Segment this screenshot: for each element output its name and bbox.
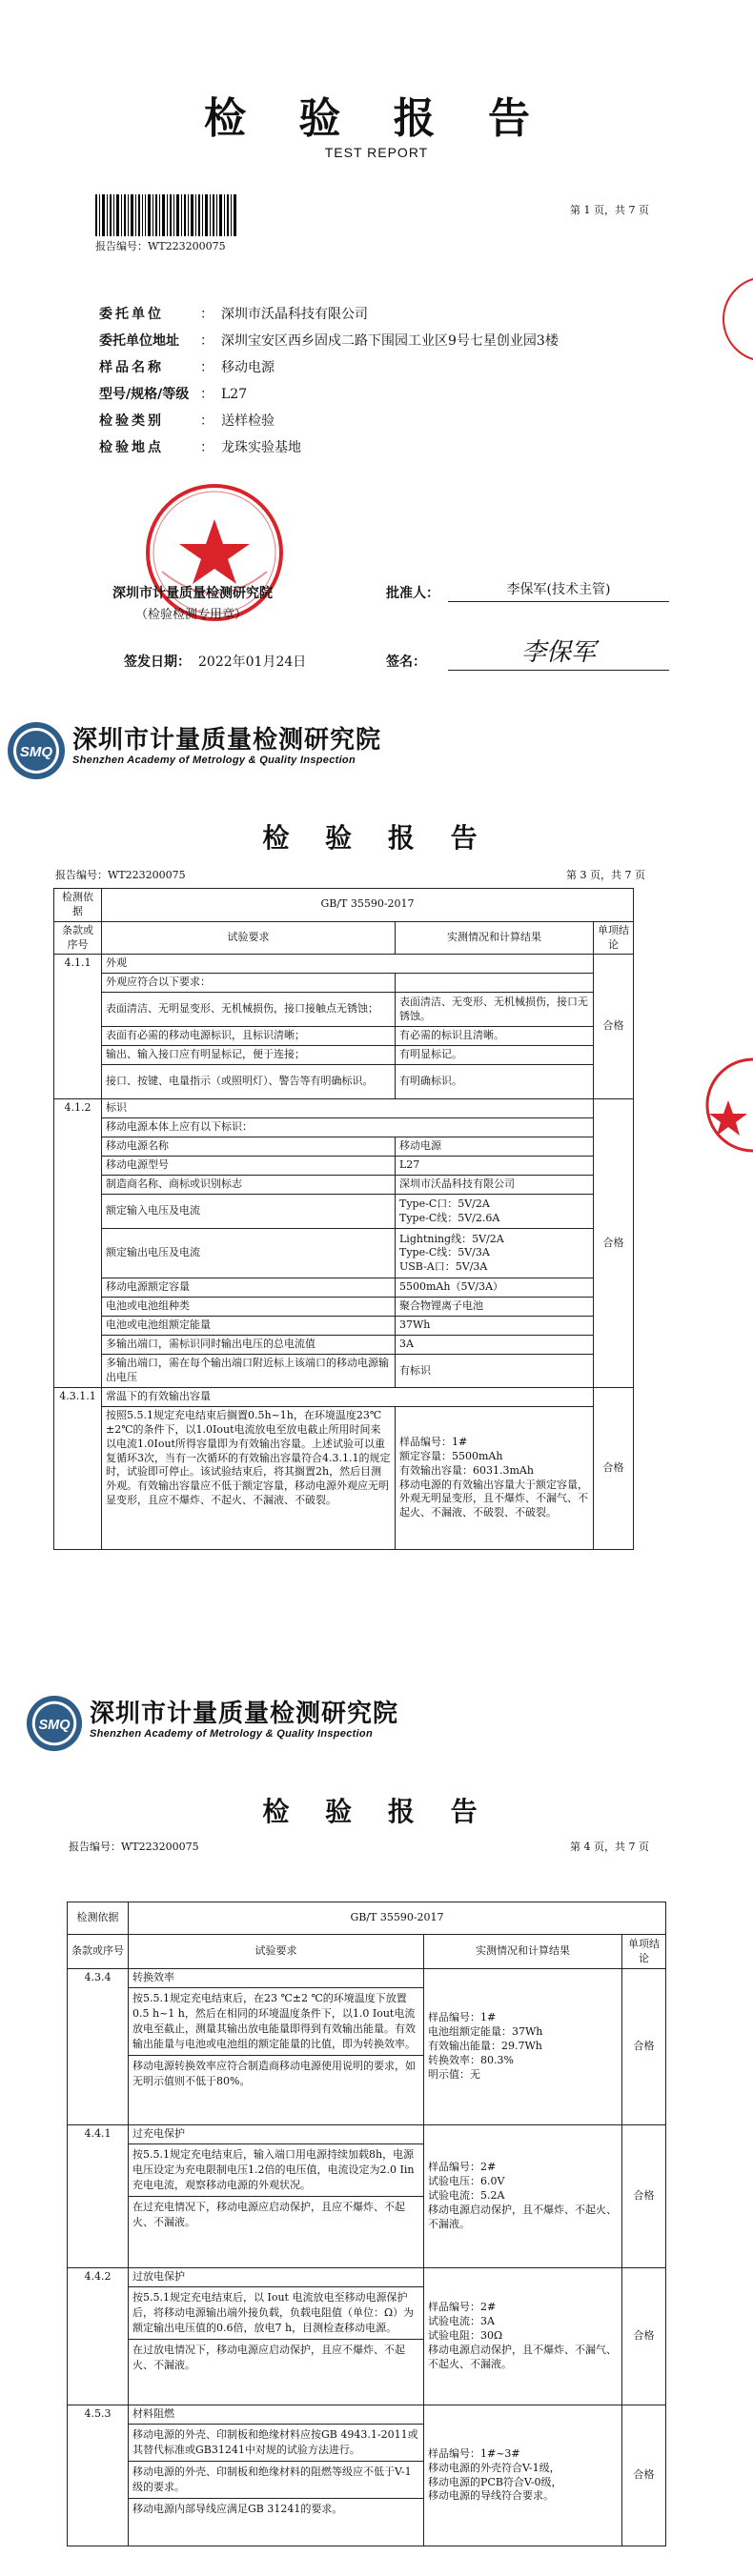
- field-client: 委托单位 ： 深圳市沃晶科技有限公司: [99, 303, 368, 326]
- handwritten-signature: 李保军: [448, 634, 669, 671]
- requirement-cell: [129, 2425, 424, 2546]
- table-row: [54, 889, 634, 922]
- col-clause: 条款或序号: [54, 921, 102, 955]
- table-row: [68, 1969, 666, 1988]
- result-cell: 有必需的标识且清晰。: [396, 1027, 594, 1046]
- table-row: [68, 2405, 666, 2425]
- requirement-text: 移动电源的外壳、印制板和绝缘材料的阻燃等级应不低于V-1级的要求。: [129, 2461, 423, 2498]
- result-cell: 样品编号：2# 试验电压：6.0V 试验电流：5.2A 移动电源启动保护，且不爆炸、不起火、不漏液。: [424, 2125, 622, 2268]
- table-row: [54, 1176, 634, 1195]
- col-result: 实测情况和计算结果: [424, 1935, 622, 1969]
- requirement-cell: 移动电源型号: [102, 1157, 396, 1176]
- requirement-cell: [129, 2287, 424, 2405]
- section-title: 标识: [102, 1099, 594, 1118]
- result-cell: 表面清洁、无变形、无机械损伤，接口无锈蚀。: [396, 993, 594, 1027]
- official-seal-icon: [143, 481, 286, 624]
- section-title: 外观: [102, 955, 594, 974]
- col-clause: 条款或序号: [68, 1935, 129, 1969]
- field-sample-name: 样品名称 ： 移动电源: [99, 356, 275, 379]
- cover-page-label: 第 1 页，共 7 页: [570, 204, 649, 216]
- approver-label: 批准人：: [386, 586, 439, 601]
- table-row: [54, 993, 634, 1027]
- page3-report-number: 报告编号：WT223200075: [55, 869, 186, 881]
- result-cell: Type-C口：5V/2A Type-C线：5V/2.6A: [396, 1195, 594, 1229]
- conclusion: 合格: [594, 1388, 634, 1550]
- issue-date-value: 2022年01月24日: [198, 654, 307, 670]
- requirement-cell: 移动电源名称: [102, 1137, 396, 1157]
- basis-label: 检测依据: [68, 1902, 129, 1935]
- clause-number: 4.1.1: [54, 955, 102, 1099]
- result-cell: 有标识: [396, 1355, 594, 1388]
- table-row: [54, 1118, 634, 1137]
- result-cell: 5500mAh（5V/3A）: [396, 1278, 594, 1298]
- clause-number: 4.1.2: [54, 1099, 102, 1388]
- result-cell: L27: [396, 1157, 594, 1176]
- institute-brand-cn: 深圳市计量质量检测研究院: [72, 726, 382, 755]
- section-title: 过充电保护: [129, 2125, 424, 2144]
- table-row: [68, 1902, 666, 1935]
- basis-value: GB/T 35590-2017: [129, 1902, 666, 1935]
- field-label: 检验地点: [99, 440, 164, 455]
- result-cell: 有明确标识。: [396, 1065, 594, 1099]
- clause-number: 4.4.1: [68, 2125, 129, 2268]
- result-cell: 样品编号：1#~3# 移动电源的外壳符合V-1级， 移动电源的PCB符合V-0级， 移动电源的导线符合要求。: [424, 2405, 622, 2546]
- requirement-cell: 表面有必需的移动电源标识，且标识清晰；: [102, 1027, 396, 1046]
- table-row: [54, 974, 634, 993]
- cover-title: 检 验 报 告: [204, 94, 549, 143]
- result-cell: 37Wh: [396, 1317, 594, 1336]
- requirement-cell: 多输出端口，需标识同时输出电压的总电流值: [102, 1336, 396, 1355]
- table-row: [54, 955, 634, 974]
- field-model: 型号/规格/等级 ： L27: [99, 383, 247, 406]
- requirement-text: 移动电源内部导线应满足GB 31241的要求。: [129, 2498, 423, 2520]
- requirement-text: 在过充电情况下，移动电源应启动保护，且应不爆炸、不起火、不漏液。: [129, 2196, 423, 2233]
- requirement-cell: 移动电源额定容量: [102, 1278, 396, 1298]
- table-row: [68, 2268, 666, 2287]
- requirement-cell: 接口、按键、电量指示（或照明灯）、警告等有明确标识。: [102, 1065, 396, 1099]
- result-cell: 深圳市沃晶科技有限公司: [396, 1176, 594, 1195]
- table-row: [54, 1317, 634, 1336]
- table-row: [54, 1407, 634, 1550]
- conclusion: 合格: [622, 1969, 666, 2125]
- basis-label: 检测依据: [54, 889, 102, 922]
- barcode-icon: [95, 194, 238, 236]
- col-conclusion: 单项结论: [594, 921, 634, 955]
- table-row: [54, 1137, 634, 1157]
- result-cell: 聚合物锂离子电池: [396, 1298, 594, 1317]
- page4-report-number: 报告编号：WT223200075: [69, 1841, 199, 1853]
- cover-report-number: 报告编号：WT223200075: [95, 240, 226, 252]
- table-row: [54, 1157, 634, 1176]
- field-label: 检验类别: [99, 413, 164, 429]
- conclusion: 合格: [622, 2268, 666, 2405]
- field-label: 委托单位: [99, 307, 164, 322]
- requirement-cell: [129, 1988, 424, 2125]
- table-row: [54, 1099, 634, 1118]
- table-row: [54, 1065, 634, 1099]
- field-value: 深圳宝安区西乡固戍二路下围园工业区9号七星创业园3楼: [221, 333, 559, 349]
- page3-results-table: [53, 888, 634, 1550]
- requirement-text: 按5.5.1规定充电结束后，在23 ℃±2 ℃的环境温度下放置0.5 h~1 h，然后在相同的环境温度条件下，以1.0 Iout电流放电至截止，测量其输出放电能量即得到有效输出能量。有效输出能量与电池或电池组的额定能量的比值，即为转换效率。: [132, 1992, 416, 2050]
- result-cell: 样品编号：1# 电池组额定能量：37Wh 有效输出能量：29.7Wh 转换效率：80.3% 明示值：无: [424, 1969, 622, 2125]
- clause-number: 4.3.4: [68, 1969, 129, 2125]
- result-cell: 移动电源: [396, 1137, 594, 1157]
- table-row: [54, 1388, 634, 1407]
- field-value: 深圳市沃晶科技有限公司: [221, 307, 368, 322]
- col-requirement: 试验要求: [129, 1935, 424, 1969]
- smq-logo-icon: [6, 720, 67, 781]
- sign-label: 签名：: [386, 654, 426, 670]
- requirement-text: 按5.5.1规定充电结束后，输入端口用电源持续加载8h，电源电压设定为充电限制电压1.2倍的电压值，电流设定为2.0 Iin充电电流，观察移动电源的外观状况。: [132, 2148, 415, 2191]
- issue-date-label: 签发日期：: [124, 654, 191, 670]
- page4-title: 检 验 报 告: [262, 1796, 491, 1827]
- page4-results-table: [67, 1902, 666, 2546]
- conclusion: 合格: [594, 955, 634, 1099]
- requirement-text: 移动电源转换效率应符合制造商移动电源使用说明的要求，如无明示值则不低于80%。: [129, 2055, 423, 2092]
- result-cell: Lightning线：5V/2A Type-C线：5V/3A USB-A口：5V/3A: [396, 1229, 594, 1278]
- institute-brand-en: Shenzhen Academy of Metrology & Quality Inspection: [72, 755, 356, 766]
- svg-text:SMQ: SMQ: [38, 1717, 71, 1733]
- table-row: [54, 1195, 634, 1229]
- section-intro: 移动电源本体上应有以下标识：: [102, 1118, 594, 1137]
- col-result: 实测情况和计算结果: [396, 921, 594, 955]
- page3-title: 检 验 报 告: [262, 822, 491, 854]
- requirement-cell: 电池或电池组额定能量: [102, 1317, 396, 1336]
- table-header-row: [54, 921, 634, 955]
- field-value: L27: [221, 387, 248, 402]
- result-cell: 3A: [396, 1336, 594, 1355]
- section-title: 材料阻燃: [129, 2405, 424, 2425]
- conclusion: 合格: [622, 2405, 666, 2546]
- field-value: 移动电源: [221, 360, 275, 375]
- col-conclusion: 单项结论: [622, 1935, 666, 1969]
- conclusion: 合格: [594, 1099, 634, 1388]
- section-title: 过放电保护: [129, 2268, 424, 2287]
- partial-seal-stamp: [703, 1034, 753, 1177]
- requirement-cell: 额定输出电压及电流: [102, 1229, 396, 1278]
- result-cell: [396, 974, 594, 993]
- requirement-cell: 输出、输入接口应有明显标记，便于连接；: [102, 1046, 396, 1065]
- cover-subtitle: TEST REPORT: [324, 145, 429, 160]
- clause-number: 4.4.2: [68, 2268, 129, 2405]
- smq-logo-icon: [25, 1694, 84, 1753]
- institute-seal-note: （检验检测专用章）: [135, 608, 248, 622]
- result-cell: 样品编号：1# 额定容量：5500mAh 有效输出容量：6031.3mAh 移动电源的有效输出容量大于额定容量，外观无明显变形，且不爆炸、不漏气、不起火、不漏液、不破裂、不破裂。: [396, 1407, 594, 1550]
- requirement-cell: 按照5.5.1规定充电结束后搁置0.5h~1h，在环境温度23℃±2℃的条件下，以1.0Iout电流放电至放电截止所用时间来以电流1.0Iout所得容量即为有效输出容量。上述试验可以重复循环3次，当有一次循环的有效输出容量符合4.3.1.1的规定时，试验即可停止。该试验结束后，将其搁置2h，然后目测外观。有效输出容量应不低于额定容量，移动电源外观应无明显变形，且应不爆炸、不起火、不漏液、不破裂。: [102, 1407, 396, 1550]
- conclusion: 合格: [622, 2125, 666, 2268]
- clause-number: 4.3.1.1: [54, 1388, 102, 1550]
- approver-value: 李保军(技术主管): [448, 577, 669, 602]
- result-cell: 有明显标记。: [396, 1046, 594, 1065]
- page4-page-label: 第 4 页，共 7 页: [570, 1841, 649, 1853]
- clause-number: 4.5.3: [68, 2405, 129, 2546]
- table-row: [68, 2125, 666, 2144]
- field-value: 送样检验: [221, 413, 275, 429]
- institute-brand-en: Shenzhen Academy of Metrology & Quality Inspection: [90, 1728, 373, 1740]
- requirement-cell: 额定输入电压及电流: [102, 1195, 396, 1229]
- requirement-cell: [129, 2144, 424, 2268]
- requirement-cell: 表面清洁、无明显变形、无机械损伤，接口接触点无锈蚀；: [102, 993, 396, 1027]
- field-value: 龙珠实验基地: [221, 440, 301, 455]
- section-title: 转换效率: [129, 1969, 424, 1988]
- table-row: [54, 1229, 634, 1278]
- basis-value: GB/T 35590-2017: [102, 889, 634, 922]
- section-title: 常温下的有效输出容量: [102, 1388, 594, 1407]
- requirement-cell: 电池或电池组种类: [102, 1298, 396, 1317]
- requirement-cell: 多输出端口，需在每个输出端口附近标上该端口的移动电源输出电压: [102, 1355, 396, 1388]
- svg-text:SMQ: SMQ: [19, 744, 53, 760]
- table-row: [54, 1298, 634, 1317]
- table-row: [54, 1046, 634, 1065]
- field-label: 样品名称: [99, 360, 164, 375]
- requirement-text: 按5.5.1规定充电结束后，以 Iout 电流放电至移动电源保护后，将移动电源输出端外接负载，负载电阻值（单位：Ω）为额定输出电压值的0.6倍，放电7 h，目测检查移动电源。: [132, 2291, 415, 2334]
- institute-brand-cn: 深圳市计量质量检测研究院: [90, 1700, 399, 1728]
- table-row: [54, 1336, 634, 1355]
- col-requirement: 试验要求: [102, 921, 396, 955]
- field-label: 委托单位地址: [99, 333, 179, 349]
- institute-name: 深圳市计量质量检测研究院: [112, 586, 273, 601]
- table-row: [54, 1355, 634, 1388]
- requirement-cell: 外观应符合以下要求：: [102, 974, 396, 993]
- partial-seal-stamp: [722, 276, 753, 362]
- result-cell: 样品编号：2# 试验电流：3A 试验电阻：30Ω 移动电源启动保护，且不爆炸、不漏气、不起火、不漏液。: [424, 2268, 622, 2405]
- table-row: [54, 1278, 634, 1298]
- requirement-cell: 制造商名称、商标或识别标志: [102, 1176, 396, 1195]
- page3-page-label: 第 3 页，共 7 页: [566, 869, 645, 881]
- field-test-type: 检验类别 ： 送样检验: [99, 410, 275, 433]
- requirement-text: 移动电源的外壳、印制板和绝缘材料应按GB 4943.1-2011或其替代标准或GB31241中对规的试验方法进行。: [132, 2428, 418, 2456]
- field-client-address: 委托单位地址 ： 深圳宝安区西乡固戍二路下围园工业区9号七星创业园3楼: [99, 330, 559, 352]
- requirement-text: 在过放电情况下，移动电源应启动保护，且应不爆炸、不起火、不漏液。: [129, 2339, 423, 2376]
- field-label: 型号/规格/等级: [99, 387, 190, 402]
- table-header-row: [68, 1935, 666, 1969]
- field-test-location: 检验地点 ： 龙珠实验基地: [99, 436, 301, 459]
- table-row: [54, 1027, 634, 1046]
